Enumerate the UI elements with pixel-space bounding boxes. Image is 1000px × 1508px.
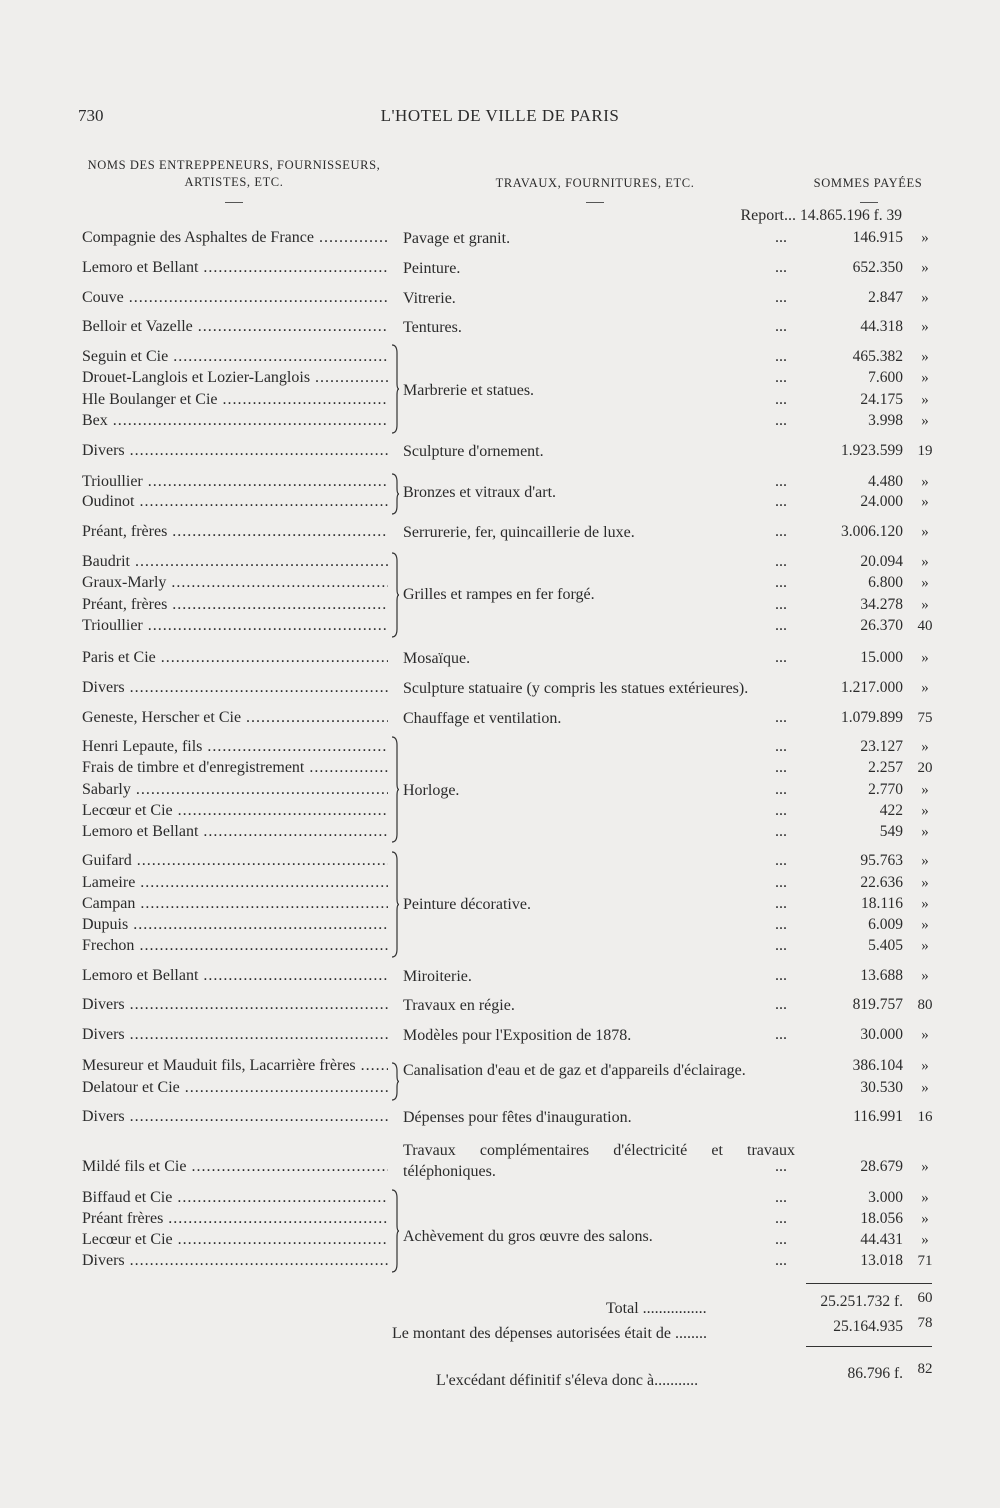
amount-cents: » xyxy=(921,230,929,246)
table-row xyxy=(0,758,1000,778)
amount-paid: 1.217.000 xyxy=(841,679,903,696)
amount-paid: 422 xyxy=(879,802,903,819)
amount-cents: » xyxy=(921,782,929,798)
amount-cents: » xyxy=(921,875,929,891)
amount-paid: 465.382 xyxy=(852,348,903,365)
work-description: Achèvement du gros œuvre des salons. xyxy=(403,1228,653,1245)
amount-cents: » xyxy=(921,260,929,276)
amount-paid: 819.757 xyxy=(852,996,903,1013)
header-dash xyxy=(225,202,243,203)
work-description: Peinture. xyxy=(403,260,461,277)
ellipsis: ... xyxy=(775,229,787,246)
work-description: Travaux complémentaires d'électricité et travaux téléphoniques. xyxy=(403,1142,795,1180)
ellipsis: ... xyxy=(775,596,787,613)
ellipsis: ... xyxy=(775,493,787,510)
authorized-rule xyxy=(806,1346,932,1347)
ellipsis: ... xyxy=(775,823,787,840)
report-label: Report... xyxy=(740,207,796,224)
amount-cents: 19 xyxy=(917,443,933,459)
ellipsis: ... xyxy=(775,1189,787,1206)
ellipsis: ... xyxy=(775,759,787,776)
entrepreneur-name: Campan ..... xyxy=(82,894,388,914)
amount-paid: 4.480 xyxy=(868,473,903,490)
entrepreneur-name: Divers ..... xyxy=(82,995,388,1015)
entrepreneur-name: Lecœur et Cie ..... xyxy=(82,801,388,821)
ellipsis: ... xyxy=(775,391,787,408)
table-row xyxy=(0,648,1000,668)
table-row xyxy=(0,347,1000,367)
ellipsis: ... xyxy=(775,802,787,819)
amount-paid: 13.688 xyxy=(860,967,903,984)
entrepreneur-name: Préant, frères ..... xyxy=(82,595,388,615)
ellipsis: ... xyxy=(775,473,787,490)
amount-cents: » xyxy=(921,853,929,869)
ellipsis: ... xyxy=(775,967,787,984)
entrepreneur-name: Frechon ..... xyxy=(82,936,388,956)
entrepreneur-name: Geneste, Herscher et Cie ..... xyxy=(82,708,388,728)
amount-cents: » xyxy=(921,917,929,933)
work-description: Sculpture d'ornement. xyxy=(403,443,544,460)
ellipsis: ... xyxy=(775,1026,787,1043)
entrepreneur-name: Biffaud et Cie ..... xyxy=(82,1188,388,1208)
total-label: Total ................ xyxy=(606,1300,707,1317)
work-description: Mosaïque. xyxy=(403,650,471,667)
table-row xyxy=(0,936,1000,956)
amount-cents: » xyxy=(921,319,929,335)
amount-cents: » xyxy=(921,474,929,490)
table-row xyxy=(0,822,1000,842)
table-row xyxy=(0,801,1000,821)
amount-cents: » xyxy=(921,938,929,954)
running-head: L'HOTEL DE VILLE DE PARIS xyxy=(380,106,620,125)
total-amount: 25.251.732 f. xyxy=(820,1293,903,1310)
amount-cents: 80 xyxy=(917,997,933,1013)
entrepreneur-name: Belloir et Vazelle ..... xyxy=(82,317,388,337)
amount-paid: 116.991 xyxy=(853,1108,903,1125)
amount-paid: 44.318 xyxy=(860,318,903,335)
ellipsis: ... xyxy=(775,781,787,798)
table-row xyxy=(0,1188,1000,1208)
ellipsis: ... xyxy=(775,412,787,429)
amount-cents: » xyxy=(921,739,929,755)
amount-paid: 6.800 xyxy=(868,574,903,591)
entrepreneur-name: Trioullier ..... xyxy=(82,472,388,492)
entrepreneur-name: Préant, frères ..... xyxy=(82,522,388,542)
amount-paid: 18.056 xyxy=(860,1210,903,1227)
ellipsis: ... xyxy=(775,874,787,891)
amount-cents: » xyxy=(921,896,929,912)
amount-paid: 2.257 xyxy=(868,759,903,776)
amount-paid: 146.915 xyxy=(852,229,903,246)
total-rule xyxy=(806,1283,932,1284)
column-header-names: NOMS DES ENTREPPENEURS, FOURNISSEURS, ARTISTES, ETC. xyxy=(87,158,381,189)
amount-paid: 652.350 xyxy=(852,259,903,276)
entrepreneur-name: Mildé fils et Cie ..... xyxy=(82,1157,388,1177)
ellipsis: ... xyxy=(775,738,787,755)
amount-paid: 22.636 xyxy=(860,874,903,891)
amount-cents: » xyxy=(921,370,929,386)
amount-paid: 24.000 xyxy=(860,493,903,510)
entrepreneur-name: Lecœur et Cie ..... xyxy=(82,1230,388,1250)
amount-cents: 16 xyxy=(917,1109,933,1125)
work-description: Miroiterie. xyxy=(403,968,472,985)
table-row xyxy=(0,915,1000,935)
ellipsis: ... xyxy=(775,259,787,276)
ellipsis: ... xyxy=(775,553,787,570)
table-row xyxy=(0,737,1000,757)
column-header-sums: SOMMES PAYÉES xyxy=(813,176,923,190)
ellipsis: ... xyxy=(775,937,787,954)
amount-cents: » xyxy=(921,413,929,429)
amount-paid: 1.079.899 xyxy=(841,709,903,726)
amount-cents: » xyxy=(921,392,929,408)
amount-paid: 3.006.120 xyxy=(841,523,903,540)
amount-cents: » xyxy=(921,554,929,570)
amount-cents: » xyxy=(921,1159,929,1175)
table-row xyxy=(0,616,1000,636)
page-number: 730 xyxy=(78,106,104,125)
table-row xyxy=(0,258,1000,278)
work-description: Chauffage et ventilation. xyxy=(403,710,562,727)
excess-label: L'excédant définitif s'éleva donc à........... xyxy=(436,1372,699,1389)
table-row xyxy=(0,411,1000,431)
entrepreneur-name: Couve ..... xyxy=(82,288,388,308)
entrepreneur-name: Oudinot ..... xyxy=(82,492,388,512)
amount-paid: 2.847 xyxy=(868,289,903,306)
work-description: Serrurerie, fer, quincaillerie de luxe. xyxy=(403,524,635,541)
entrepreneur-name: Dupuis ..... xyxy=(82,915,388,935)
amount-paid: 20.094 xyxy=(860,553,903,570)
amount-cents: » xyxy=(921,803,929,819)
entrepreneur-name: Lemoro et Bellant ..... xyxy=(82,258,388,278)
amount-paid: 549 xyxy=(879,823,903,840)
ellipsis: ... xyxy=(775,1210,787,1227)
ellipsis: ... xyxy=(775,523,787,540)
table-row xyxy=(0,1078,1000,1098)
entrepreneur-name: Hle Boulanger et Cie ..... xyxy=(82,390,388,410)
table-row xyxy=(0,873,1000,893)
ellipsis: ... xyxy=(775,649,787,666)
amount-cents: » xyxy=(921,1232,929,1248)
entrepreneur-name: Lemoro et Bellant ..... xyxy=(82,966,388,986)
table-row xyxy=(0,1251,1000,1271)
amount-cents: » xyxy=(921,968,929,984)
entrepreneur-name: Sabarly ..... xyxy=(82,780,388,800)
amount-paid: 18.116 xyxy=(860,895,903,912)
entrepreneur-name: Lemoro et Bellant ..... xyxy=(82,822,388,842)
amount-cents: » xyxy=(921,290,929,306)
amount-paid: 30.000 xyxy=(860,1026,903,1043)
column-header-works: TRAVAUX, FOURNITURES, ETC. xyxy=(495,176,695,190)
amount-paid: 23.127 xyxy=(860,738,903,755)
entrepreneur-name: Trioullier ..... xyxy=(82,616,388,636)
entrepreneur-name: Delatour et Cie ..... xyxy=(82,1078,388,1098)
amount-cents: » xyxy=(921,349,929,365)
amount-cents: » xyxy=(921,824,929,840)
ellipsis: ... xyxy=(775,1252,787,1269)
entrepreneur-name: Divers ..... xyxy=(82,1251,388,1271)
authorized-amount: 25.164.935 xyxy=(833,1318,903,1335)
work-description: Travaux en régie. xyxy=(403,997,515,1014)
work-description: Modèles pour l'Exposition de 1878. xyxy=(403,1027,632,1044)
amount-paid: 44.431 xyxy=(860,1231,903,1248)
entrepreneur-name: Henri Lepaute, fils ..... xyxy=(82,737,388,757)
entrepreneur-name: Divers ..... xyxy=(82,1025,388,1045)
amount-cents: » xyxy=(921,650,929,666)
entrepreneur-name: Divers ..... xyxy=(82,441,388,461)
work-description: Sculpture statuaire (y compris les statues extérieures). xyxy=(403,680,749,697)
amount-cents: » xyxy=(921,1027,929,1043)
work-description: Canalisation d'eau et de gaz et d'appareils d'éclairage. xyxy=(403,1062,746,1079)
header-dash xyxy=(860,202,878,203)
amount-paid: 15.000 xyxy=(860,649,903,666)
amount-paid: 26.370 xyxy=(860,617,903,634)
amount-cents: » xyxy=(921,524,929,540)
ellipsis: ... xyxy=(775,289,787,306)
ellipsis: ... xyxy=(775,916,787,933)
amount-paid: 1.923.599 xyxy=(841,442,903,459)
work-description: Horloge. xyxy=(403,782,460,799)
amount-cents: 40 xyxy=(917,618,933,634)
amount-cents: » xyxy=(921,597,929,613)
work-description: Bronzes et vitraux d'art. xyxy=(403,484,557,501)
entrepreneur-name: Frais de timbre et d'enregistrement ..... xyxy=(82,758,388,778)
amount-cents: 20 xyxy=(917,760,933,776)
entrepreneur-name: Compagnie des Asphaltes de France ..... xyxy=(82,228,388,248)
work-description: Peinture décorative. xyxy=(403,896,531,913)
entrepreneur-name: Baudrit ..... xyxy=(82,552,388,572)
amount-paid: 3.000 xyxy=(868,1189,903,1206)
excess-amount: 86.796 f. xyxy=(847,1365,903,1382)
work-description: Dépenses pour fêtes d'inauguration. xyxy=(403,1109,632,1126)
amount-cents: 71 xyxy=(917,1253,933,1269)
amount-cents: » xyxy=(921,575,929,591)
ellipsis: ... xyxy=(775,996,787,1013)
ellipsis: ... xyxy=(775,369,787,386)
total-cents: 60 xyxy=(917,1290,933,1306)
report-amount: 14.865.196 f. 39 xyxy=(800,207,903,224)
table-row xyxy=(0,966,1000,986)
table-row xyxy=(0,780,1000,800)
amount-cents: » xyxy=(921,680,929,696)
entrepreneur-name: Bex ..... xyxy=(82,411,388,431)
amount-cents: » xyxy=(921,1058,929,1074)
entrepreneur-name: Seguin et Cie ..... xyxy=(82,347,388,367)
excess-cents: 82 xyxy=(917,1361,933,1377)
amount-paid: 34.278 xyxy=(860,596,903,613)
entrepreneur-name: Divers ..... xyxy=(82,678,388,698)
ellipsis: ... xyxy=(775,895,787,912)
amount-paid: 24.175 xyxy=(860,391,903,408)
amount-paid: 386.104 xyxy=(852,1057,903,1074)
amount-paid: 13.018 xyxy=(860,1252,903,1269)
amount-paid: 28.679 xyxy=(860,1158,903,1175)
entrepreneur-name: Préant frères ..... xyxy=(82,1209,388,1229)
amount-paid: 95.763 xyxy=(860,852,903,869)
amount-paid: 5.405 xyxy=(868,937,903,954)
amount-cents: » xyxy=(921,1211,929,1227)
amount-paid: 2.770 xyxy=(868,781,903,798)
amount-cents: » xyxy=(921,1080,929,1096)
ellipsis: ... xyxy=(775,852,787,869)
ellipsis: ... xyxy=(775,1158,787,1175)
work-description: Pavage et granit. xyxy=(403,230,511,247)
entrepreneur-name: Graux-Marly ..... xyxy=(82,573,388,593)
table-row xyxy=(0,552,1000,572)
table-row xyxy=(0,288,1000,308)
work-description: Grilles et rampes en fer forgé. xyxy=(403,586,595,603)
table-row xyxy=(0,317,1000,337)
entrepreneur-name: Paris et Cie ..... xyxy=(82,648,388,668)
work-description: Vitrerie. xyxy=(403,290,456,307)
ellipsis: ... xyxy=(775,1231,787,1248)
ellipsis: ... xyxy=(775,574,787,591)
entrepreneur-name: Lameire ..... xyxy=(82,873,388,893)
ellipsis: ... xyxy=(775,617,787,634)
authorized-cents: 78 xyxy=(917,1315,933,1331)
ellipsis: ... xyxy=(775,348,787,365)
entrepreneur-name: Mesureur et Mauduit fils, Lacarrière frères ..... xyxy=(82,1056,388,1076)
amount-paid: 30.530 xyxy=(860,1079,903,1096)
amount-cents: » xyxy=(921,494,929,510)
entrepreneur-name: Drouet-Langlois et Lozier-Langlois ..... xyxy=(82,368,388,388)
header-dash xyxy=(586,202,604,203)
amount-cents: » xyxy=(921,1190,929,1206)
amount-cents: 75 xyxy=(917,710,933,726)
table-row xyxy=(0,851,1000,871)
work-description: Marbrerie et statues. xyxy=(403,382,535,399)
work-description: Tentures. xyxy=(403,319,462,336)
entrepreneur-name: Divers ..... xyxy=(82,1107,388,1127)
amount-paid: 3.998 xyxy=(868,412,903,429)
ellipsis: ... xyxy=(775,318,787,335)
amount-paid: 7.600 xyxy=(868,369,903,386)
amount-paid: 6.009 xyxy=(868,916,903,933)
ellipsis: ... xyxy=(775,709,787,726)
entrepreneur-name: Guifard ..... xyxy=(82,851,388,871)
authorized-label: Le montant des dépenses autorisées était de ........ xyxy=(392,1325,708,1342)
